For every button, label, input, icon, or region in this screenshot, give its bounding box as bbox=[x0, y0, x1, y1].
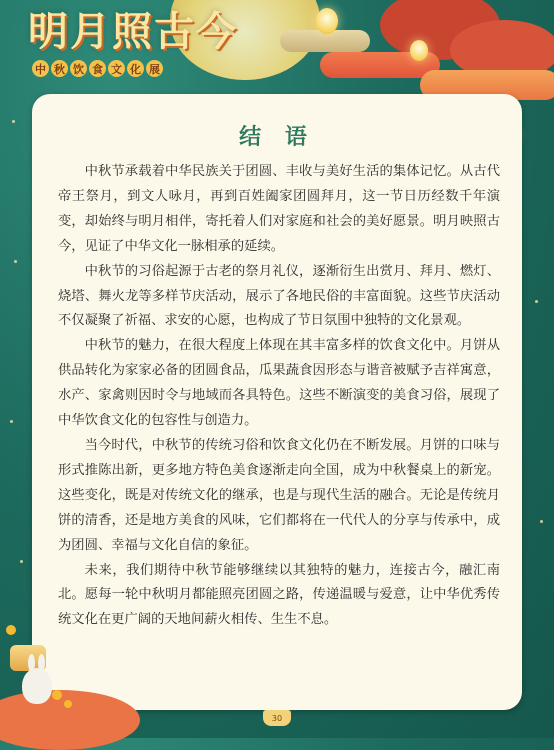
sparkle bbox=[12, 120, 15, 123]
subtitle-char: 中 bbox=[32, 60, 49, 77]
sky-lantern-icon bbox=[410, 40, 428, 61]
paragraph: 中秋节的魅力，在很大程度上体现在其丰富多样的饮食文化中。月饼从供品转化为家家必备的团圆食品，瓜果蔬食因形态与谐音被赋予吉祥寓意，水产、家禽则因时令与地域而各具特色。这些不断演变的美食习俗，展现了中华饮食文化的包容性与创造力。 bbox=[58, 338, 500, 429]
hill-decoration bbox=[0, 690, 140, 750]
osmanthus-flower-icon bbox=[64, 700, 72, 708]
paragraph: 未来，我们期待中秋节能够继续以其独特的魅力，连接古今，融汇南北。愿每一轮中秋明月都能照亮团圆之路，传递温暖与爱意，让中华优秀传统文化在更广阔的天地间薪火相传、生生不息。 bbox=[58, 562, 500, 628]
paragraph: 中秋节承载着中华民族关于团圆、丰收与美好生活的集体记忆。从古代帝王祭月，到文人咏月，再到百姓阖家团圆拜月，这一节日历经数千年演变，却始终与明月相伴，寄托着人们对家庭和社会的美好愿景。明月映照古今，见证了中华文化一脉相承的延续。 bbox=[58, 164, 500, 254]
rabbit-icon bbox=[22, 668, 52, 704]
subtitle-char: 展 bbox=[146, 60, 163, 77]
sky-lantern-icon bbox=[316, 8, 338, 34]
subtitle-char: 食 bbox=[89, 60, 106, 77]
sparkle bbox=[535, 300, 538, 303]
paragraph: 中秋节的习俗起源于古老的祭月礼仪，逐渐衍生出赏月、拜月、燃灯、烧塔、舞火龙等多样节庆活动，展示了各地民俗的丰富面貌。这些节庆活动不仅凝聚了祈福、求安的心愿，也构成了节日氛围中独特的文化景观。 bbox=[58, 263, 500, 329]
content-card bbox=[32, 94, 522, 710]
subtitle-char: 文 bbox=[108, 60, 125, 77]
page-title: 明月照古今 bbox=[28, 8, 238, 55]
subtitle-char: 秋 bbox=[51, 60, 68, 77]
sparkle bbox=[540, 520, 543, 523]
sparkle bbox=[10, 420, 13, 423]
paragraph: 当今时代，中秋节的传统习俗和饮食文化仍在不断发展。月饼的口味与形式推陈出新，更多地方特色美食逐渐走向全国，成为中秋餐桌上的新宠。这些变化，既是对传统文化的继承，也是与现代生活的融合。无论是传统月饼的清香，还是地方美食的风味，它们都将在一代代人的分享与传承中，成为团圆、幸福与文化自信的象征。 bbox=[58, 437, 500, 553]
article-body bbox=[58, 160, 500, 633]
sparkle bbox=[14, 260, 17, 263]
subtitle-char: 化 bbox=[127, 60, 144, 77]
subtitle-char: 饮 bbox=[70, 60, 87, 77]
section-heading: 结 语 bbox=[239, 124, 315, 150]
osmanthus-flower-icon bbox=[6, 625, 16, 635]
header bbox=[28, 6, 238, 77]
sparkle bbox=[20, 560, 23, 563]
osmanthus-flower-icon bbox=[52, 690, 62, 700]
page-number: 30 bbox=[263, 710, 291, 726]
subtitle bbox=[32, 60, 238, 77]
